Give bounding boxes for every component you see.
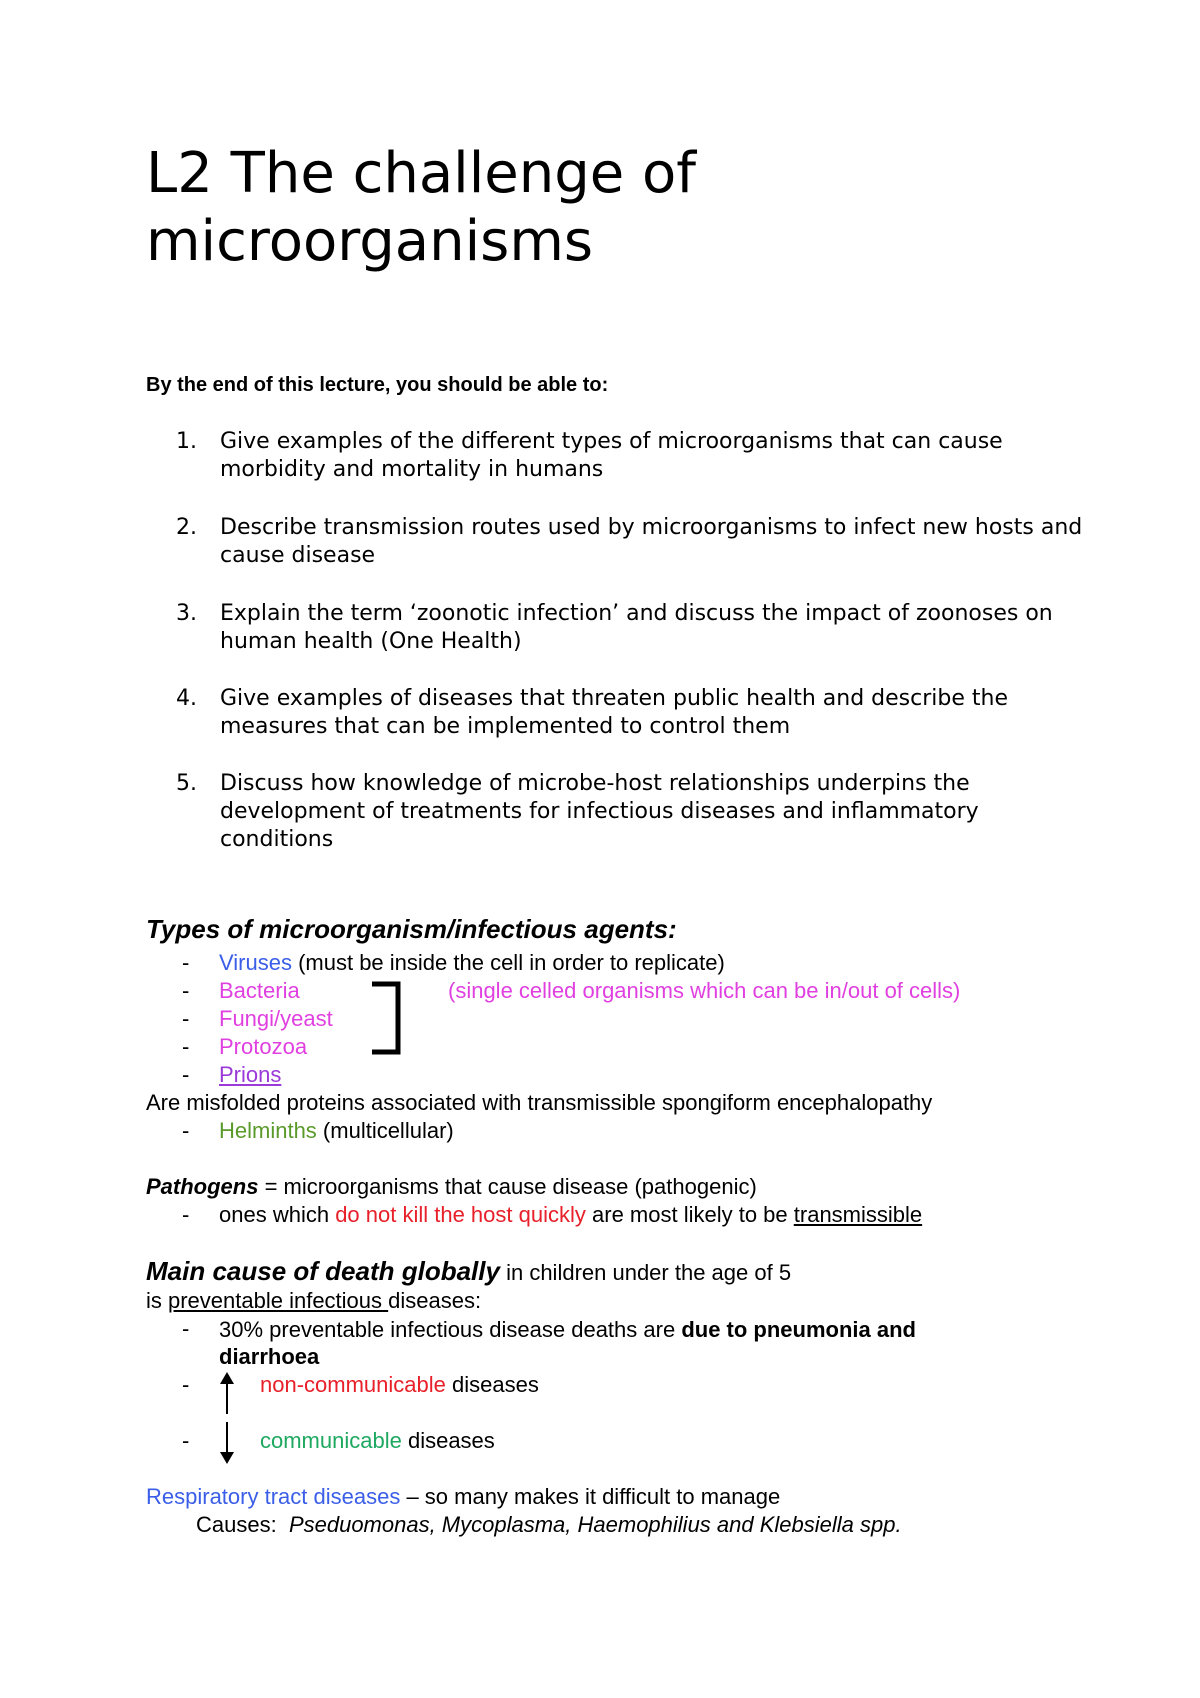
- fungi-label: Fungi/yeast: [219, 1006, 333, 1031]
- death-heading: Main cause of death globally: [146, 1256, 500, 1286]
- pathogens-def: = microorganisms that cause disease (pathogenic): [258, 1174, 757, 1199]
- objective-item: [176, 600, 1096, 656]
- bullet-dash: -: [182, 1062, 190, 1087]
- death-heading-line: [146, 1256, 791, 1287]
- objective-number: 2.: [176, 515, 197, 540]
- objective-text: Give examples of the different types of microorganisms that can cause morbidity and mortality in humans: [220, 429, 1003, 482]
- objective-text: Explain the term ‘zoonotic infection’ and discuss the impact of zoonoses on human health (One Health): [220, 601, 1053, 654]
- bullet-dash: -: [182, 1034, 190, 1059]
- objective-number: 1.: [176, 429, 197, 454]
- objective-item: [176, 428, 1096, 484]
- pathogens-definition: [146, 1174, 757, 1200]
- prions-note: Are misfolded proteins associated with transmissible spongiform encephalopathy: [146, 1090, 933, 1115]
- objectives-intro: By the end of this lecture, you should be able to:: [146, 374, 609, 396]
- bullet-dash: -: [182, 1316, 190, 1341]
- respiratory-rest: – so many makes it difficult to manage: [400, 1484, 781, 1509]
- bullet-dash: -: [182, 950, 190, 975]
- bullet-dash: -: [182, 1428, 190, 1453]
- causes-line: [196, 1512, 902, 1538]
- bullet-dash: -: [182, 978, 190, 1003]
- noncommunicable-rest: diseases: [445, 1372, 539, 1397]
- objective-number: 4.: [176, 686, 197, 711]
- communicable-item: [260, 1428, 495, 1454]
- viruses-note: (must be inside the cell in order to replicate): [291, 950, 725, 975]
- bracket-note: (single celled organisms which can be in/out of cells): [448, 978, 961, 1003]
- pathogens-bullet-red: do not kill the host quickly: [335, 1202, 586, 1227]
- pneumonia-bullet: [219, 1316, 916, 1344]
- pathogens-bullet: [219, 1202, 922, 1228]
- death-line2: [146, 1288, 481, 1314]
- objective-number: 3.: [176, 601, 197, 626]
- types-heading: Types of microorganism/infectious agents:: [146, 914, 677, 944]
- pneumonia-bullet-bold2: diarrhoea: [219, 1344, 320, 1369]
- objective-text: Discuss how knowledge of microbe-host relationships underpins the development of treatments for infectious diseases and inflammatory conditions: [220, 771, 979, 852]
- bracket-icon: [370, 980, 410, 1056]
- noncommunicable-label: non-communicable: [260, 1372, 446, 1397]
- death-line2-text2: diseases:: [388, 1288, 482, 1313]
- protozoa-label: Protozoa: [219, 1034, 308, 1059]
- communicable-label: communicable: [260, 1428, 402, 1453]
- causes-label: Causes:: [196, 1512, 289, 1537]
- viruses-label: Viruses: [219, 950, 292, 975]
- pneumonia-bullet-text: 30% preventable infectious disease deaths are: [219, 1317, 682, 1342]
- objective-item: [176, 770, 1096, 854]
- arrow-up-icon: [217, 1370, 237, 1416]
- death-line2-text: is: [146, 1288, 168, 1313]
- pathogens-bullet-underlined: transmissible: [793, 1202, 923, 1227]
- noncommunicable-item: [260, 1372, 539, 1398]
- helminths-note: (multicellular): [316, 1118, 454, 1143]
- helminths-label: Helminths: [219, 1118, 317, 1143]
- arrow-down-icon: [217, 1420, 237, 1466]
- objective-text: Give examples of diseases that threaten public health and describe the measures that can be implemented to control them: [220, 686, 1008, 739]
- objective-item: [176, 685, 1096, 741]
- respiratory-line: [146, 1484, 780, 1510]
- helminths-item: [219, 1118, 454, 1144]
- death-line2-underlined: preventable infectious: [168, 1288, 389, 1313]
- respiratory-term: Respiratory tract diseases: [146, 1484, 401, 1509]
- page-title: L2 The challenge of microorganisms: [146, 141, 697, 274]
- bullet-dash: -: [182, 1372, 190, 1397]
- bacteria-label: Bacteria: [219, 978, 300, 1003]
- pathogens-term: Pathogens: [146, 1174, 259, 1199]
- bullet-dash: -: [182, 1202, 190, 1227]
- objective-item: [176, 514, 1096, 570]
- bullet-dash: -: [182, 1118, 190, 1143]
- bullet-dash: -: [182, 1006, 190, 1031]
- prions-link[interactable]: Prions: [219, 1062, 282, 1087]
- objective-text: Describe transmission routes used by microorganisms to infect new hosts and cause disease: [220, 515, 1083, 568]
- pathogens-bullet-text: ones which: [219, 1202, 336, 1227]
- viruses-item: [219, 950, 725, 976]
- pneumonia-bullet-bold: due to pneumonia and: [681, 1317, 916, 1342]
- death-heading-rest: in children under the age of 5: [499, 1260, 792, 1285]
- objective-number: 5.: [176, 771, 197, 796]
- causes-list: Pseduomonas, Mycoplasma, Haemophilius and Klebsiella spp.: [288, 1512, 902, 1537]
- communicable-rest: diseases: [401, 1428, 495, 1453]
- pathogens-bullet-text2: are most likely to be: [585, 1202, 794, 1227]
